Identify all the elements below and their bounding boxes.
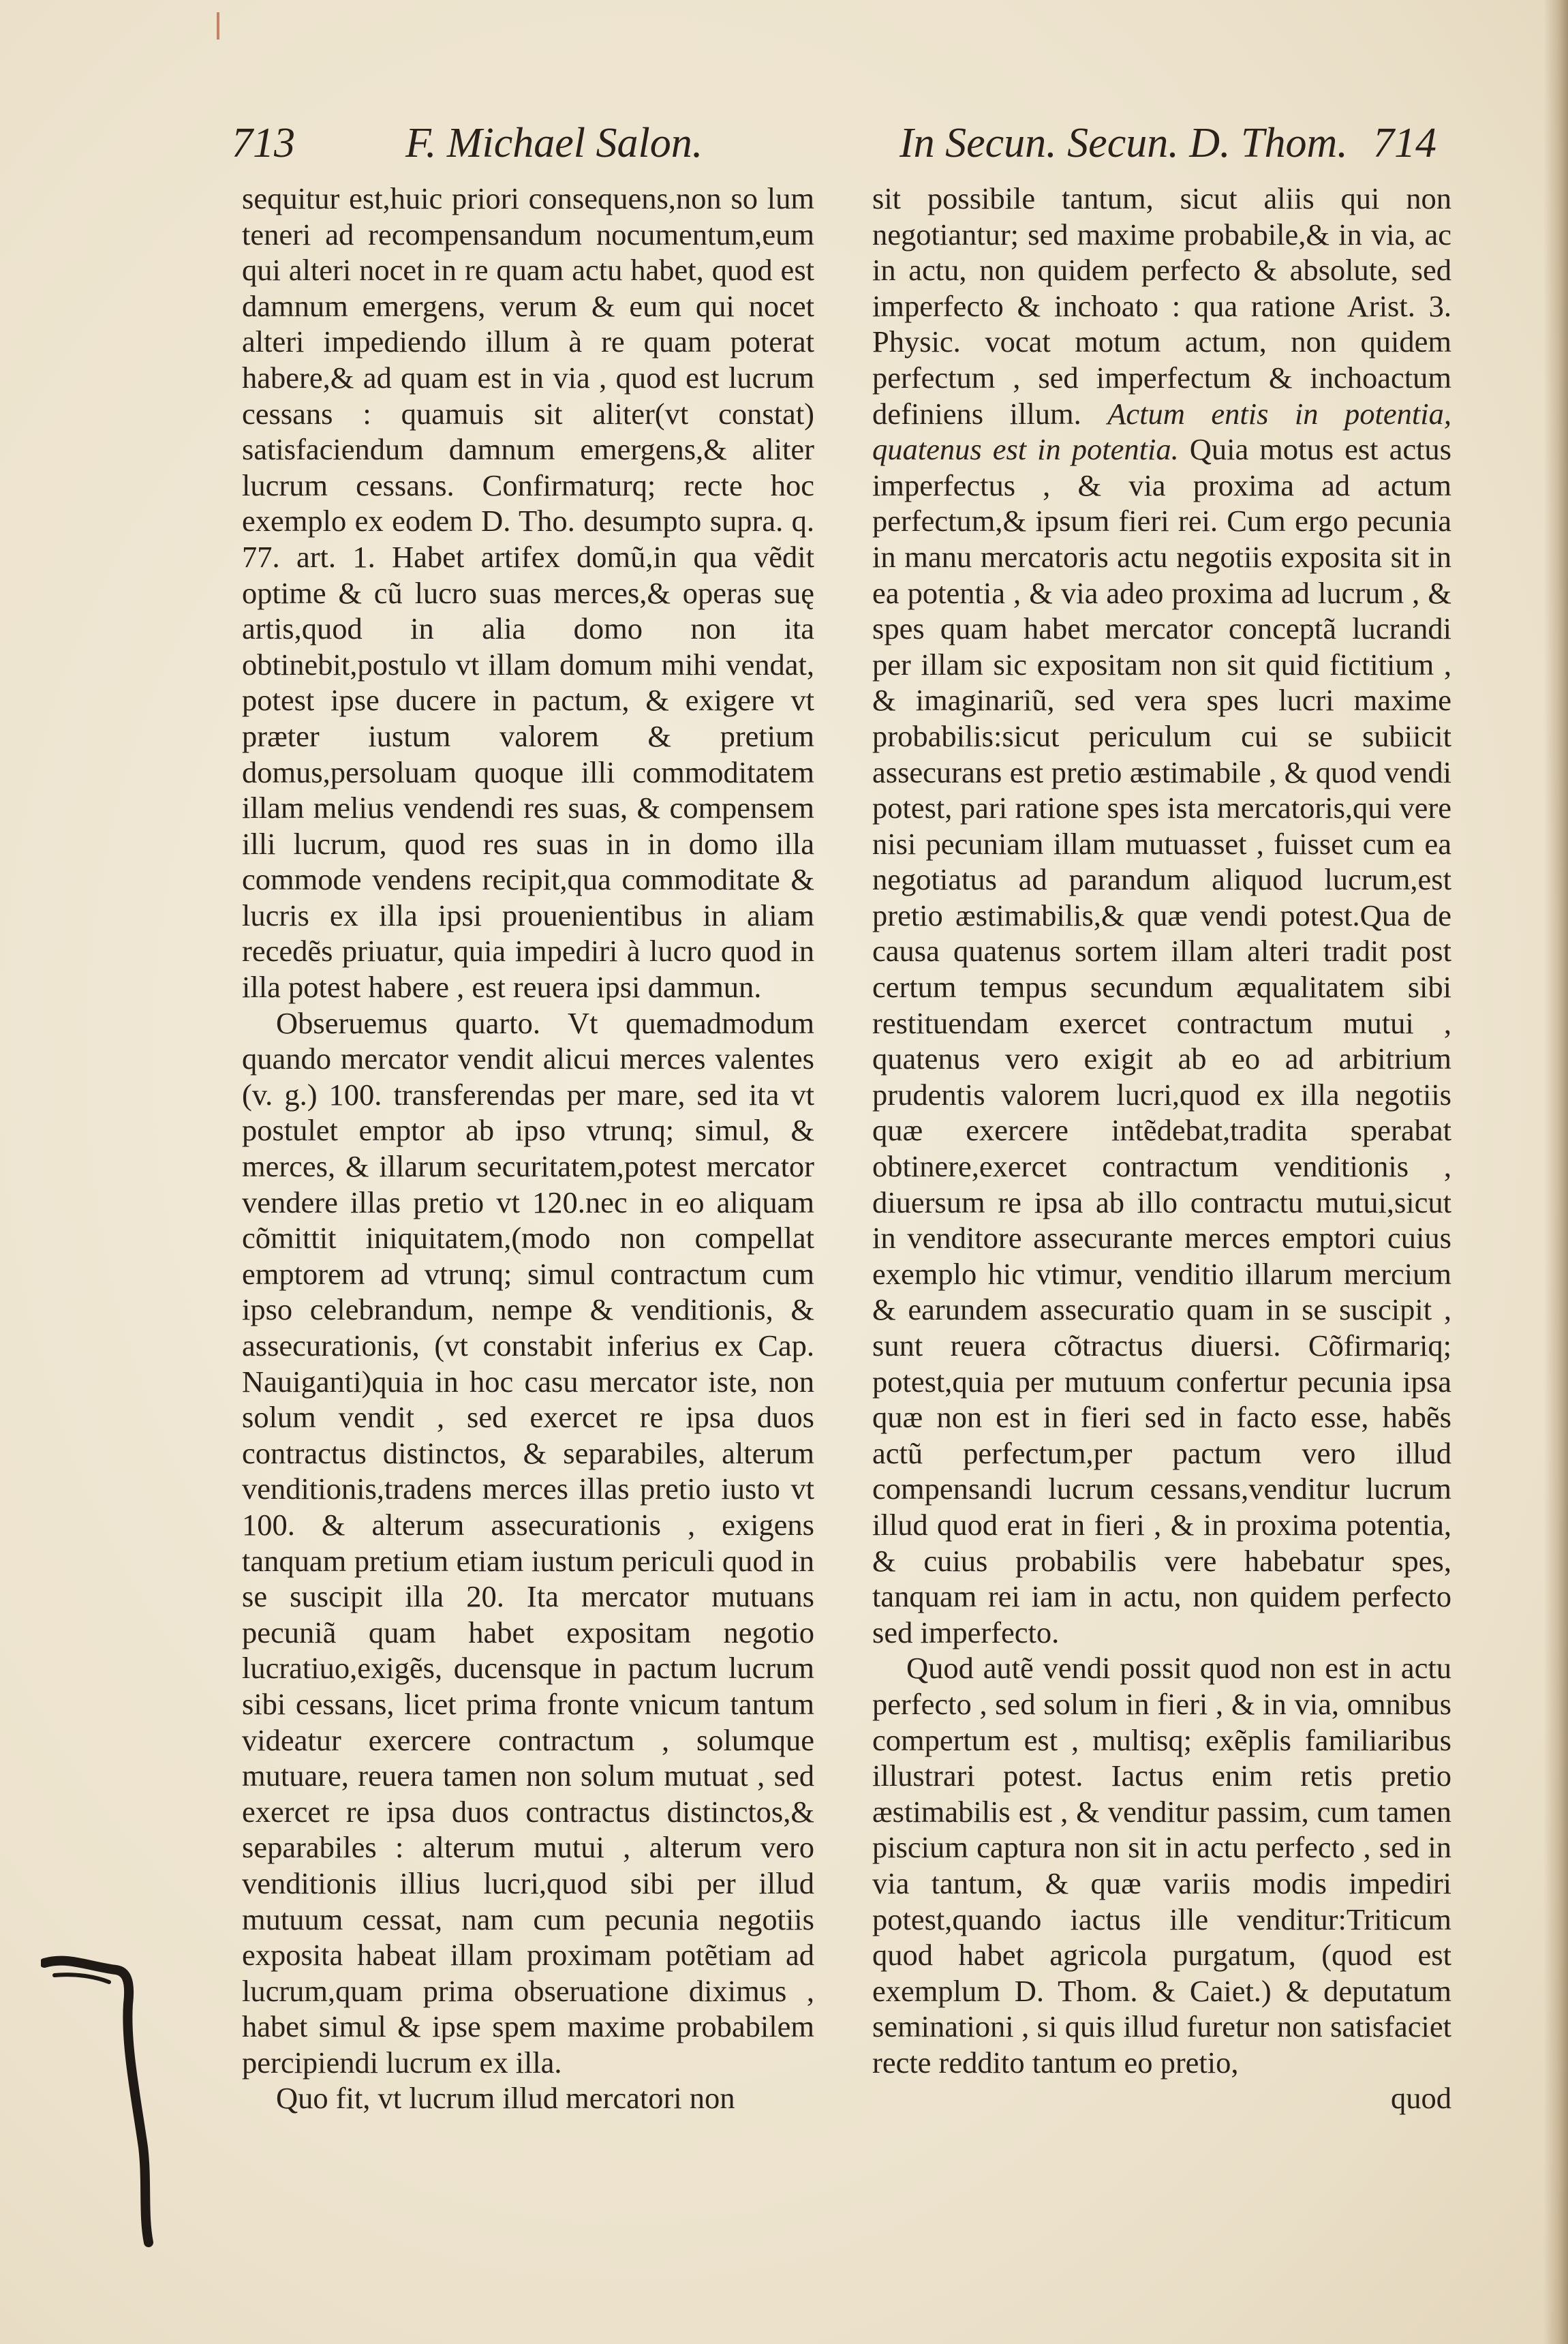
paragraph: sequitur est,huic priori consequens,non so lum teneri ad recompensandum nocumentum,eum qui alteri nocet in re quam actu habet, quod est damnum emergens, verum & eum qui nocet alteri impediendo illum à re quam poterat habere,& ad quam est in via , quod est lucrum cessans : quamuis sit aliter(vt constat) satisfaciendum damnum emergens,& aliter lucrum cessans. Confirmaturq; recte hoc exemplo ex eodem D. Tho. desumpto supra. q. 77. art. 1. Habet artifex domũ,in qua vẽdit optime & cũ lucro suas merces,& operas suę artis,quod in alia domo non ita obtinebit,postulo vt illam domum mihi vendat, potest ipse ducere in pactum, & exigere vt præter iustum valorem & pretium domus,persoluam quoque illi commoditatem illam melius vendendi res suas, & compensem illi lucrum, quod res suas in in domo illa commode vendens recipit,qua commoditate & lucris ex illa ipsi prouenientibus in aliam recedẽs priuatur, quia impediri à lucro quod in illa potest habere , est reuera ipsi dammun. bbox=[242, 181, 814, 1005]
page-edge-shadow bbox=[1543, 0, 1568, 2344]
page-number-right: 714 bbox=[1373, 120, 1436, 166]
left-text-column bbox=[242, 181, 814, 2116]
ink-mark bbox=[217, 12, 219, 40]
running-title-right: In Secun. Secun. D. Thom. bbox=[900, 120, 1348, 166]
right-text-column bbox=[872, 181, 1451, 2116]
paragraph-text: sit possibile tantum, sicut aliis qui non negotiantur; sed maxime probabile,& in via, ac in actu, non quidem perfecto & absolute, sed imperfecto & inchoato : qua ratione Arist. 3. Physic. vocat motum actum, non quidem perfectum , sed imperfectum & inchoactum definiens illum. bbox=[872, 181, 1451, 431]
marginal-bracket-mark bbox=[41, 1943, 164, 2249]
definition-quote: Actum entis in potentia, quatenus est in potentia. bbox=[872, 396, 1452, 467]
paragraph: Obseruemus quarto. Vt quemadmodum quando mercator vendit alicui merces valentes (v. g.) 100. transferendas per mare, sed ita vt postulet emptor ab ipso vtrunq; simul, & merces, & illarum securitatem,potest mercator vendere illas pretio vt 120.nec in eo aliquam cõmittit iniquitatem,(modo non compellat emptorem ad vtrunq; simul contractum cum ipso celebrandum, nempe & venditionis, & assecurationis, (vt constabit inferius ex Cap. Nauiganti)quia in hoc casu mercator iste, non solum vendit , sed exercet re ipsa duos contractus distinctos, & separabiles, alterum venditionis,tradens merces illas pretio iusto vt 100. & alterum assecurationis , exigens tanquam pretium etiam iustum periculi quod in se suscipit illa 20. Ita mercator mutuans pecuniã quam habet expositam negotio lucratiuo,exigẽs, ducensque in pactum lucrum sibi cessans, licet prima fronte vnicum tantum videatur exercere contractum , solumque mutuare, reuera tamen non solum mutuat , sed exercet re ipsa duos contractus distinctos,& separabiles : alterum mutui , alterum vero venditionis illius lucri,quod sibi per illud mutuum cessat, nam cum pecunia negotiis exposita habeat illam proximam potẽtiam ad lucrum,quam prima obseruatione diximus , habet simul & ipse spem maxime probabilem percipiendi lucrum ex illa. bbox=[242, 1005, 814, 2080]
paragraph: Quod autẽ vendi possit quod non est in actu perfecto , sed solum in fieri , & in via, omnibus compertum est , multisq; exẽplis familiaribus illustrari potest. Iactus enim retis pretio æstimabilis est , & venditur passim, cum tamen piscium captura non sit in actu perfecto , sed in via tantum, & quæ variis modis impediri potest,quando iactus ille venditur:Triticum quod habet agricola purgatum, (quod est exemplum D. Thom. & Caiet.) & deputatum seminationi , si quis illud furetur non satisfaciet recte reddito tantum eo pretio, bbox=[872, 1651, 1451, 2080]
paragraph bbox=[872, 181, 1451, 1650]
running-title-left: F. Michael Salon. bbox=[405, 120, 703, 166]
catchword: quod bbox=[1391, 2081, 1451, 2116]
running-header bbox=[232, 119, 1479, 181]
page-number-left: 713 bbox=[232, 120, 295, 166]
paragraph-text: Quia motus est actus imperfectus , & via proxima ad actum perfectum,& ipsum fieri rei. Cum ergo pecunia in manu mercatoris actu negotiis exposita sit in ea potentia , & via adeo proxima ad lucrum , & spes quam habet mercator conceptã lucrandi per illam sic expositam non sit quid fictitium , & imaginariũ, sed vera spes lucri maxime probabilis:sicut periculum cui se subiicit assecurans est pretio æstimabile , & quod vendi potest, pari ratione spes ista mercatoris,qui vere nisi pecuniam illam mutuasset , fuisset cum ea negotiatus ad parandum aliquod lucrum,est pretio æstimabilis,& quæ vendi potest.Qua de causa quatenus sortem illam alteri tradit post certum tempus secundum æqualitatem sibi restituendam exercet contractum mutui , quatenus vero exigit ab eo ad arbitrium prudentis valorem lucri,quod ex illa negotiis quæ exercere intẽdebat,tradita sperabat obtinere,exercet contractum venditionis , diuersum re ipsa ab illo contractu mutui,sicut in venditore assecurante merces emptori cuius exemplo hic vtimur, venditio illarum mercium & earundem assecuratio quam in se suscipit , sunt reuera cõtractus diuersi. Cõfirmariq; potest,quia per mutuum confertur pecunia ipsa quæ non est in fieri sed in facto esse, habẽs actũ perfectum,per pactum vero illud compensandi lucrum cessans,venditur lucrum illud quod erat in fieri , & in proxima potentia, & cuius probabilis vere habebatur spes, tanquam rei iam in actu, non quidem perfecto sed imperfecto. bbox=[872, 432, 1451, 1649]
paragraph: Quo fit, vt lucrum illud mercatori non bbox=[276, 2081, 735, 2116]
